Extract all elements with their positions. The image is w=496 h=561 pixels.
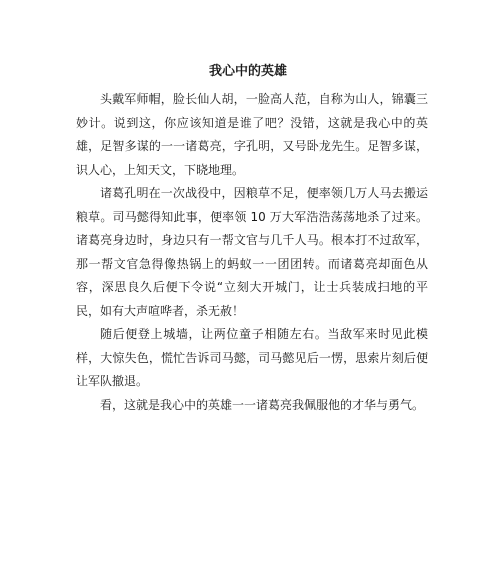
document-title: 我心中的英雄 (208, 64, 287, 79)
document-body (76, 88, 428, 417)
paragraph-conclusion: 看，这就是我心中的英雄一一诸葛亮我佩服他的才华与勇气。 (100, 397, 425, 412)
paragraph-intro: 头戴军师帽，脸长仙人胡，一脸高人范，自称为山人，锦囊三妙计。说到这，你应该知道是谁了吧？没错，这就是我心中的英雄，足智多谋的一一诸葛亮，字孔明，又号卧龙先生。足智多谋，识人心，上知天文，下晓地理。 (76, 92, 428, 177)
paragraph-battle: 诸葛孔明在一次战役中，因粮草不足，便率领几万人马去搬运粮草。司马懿得知此事，便率领 10 万大军浩浩荡荡地杀了过来。诸葛亮身边时，身边只有一帮文官与几千人马。根本打不过敌军，那一帮文官急得像热锅上的蚂蚁一一团团转。而诸葛亮却面色从容，深思良久后便下令说“立刻大开城门，让士兵装成扫地的平民，如有大声喧哗者，杀无赦！ (76, 186, 428, 318)
paragraph-retreat: 随后便登上城墙，让两位童子相随左右。当敌军来时见此模样，大惊失色，慌忙告诉司马懿，司马懿见后一愣，思索片刻后便让军队撤退。 (76, 327, 428, 388)
